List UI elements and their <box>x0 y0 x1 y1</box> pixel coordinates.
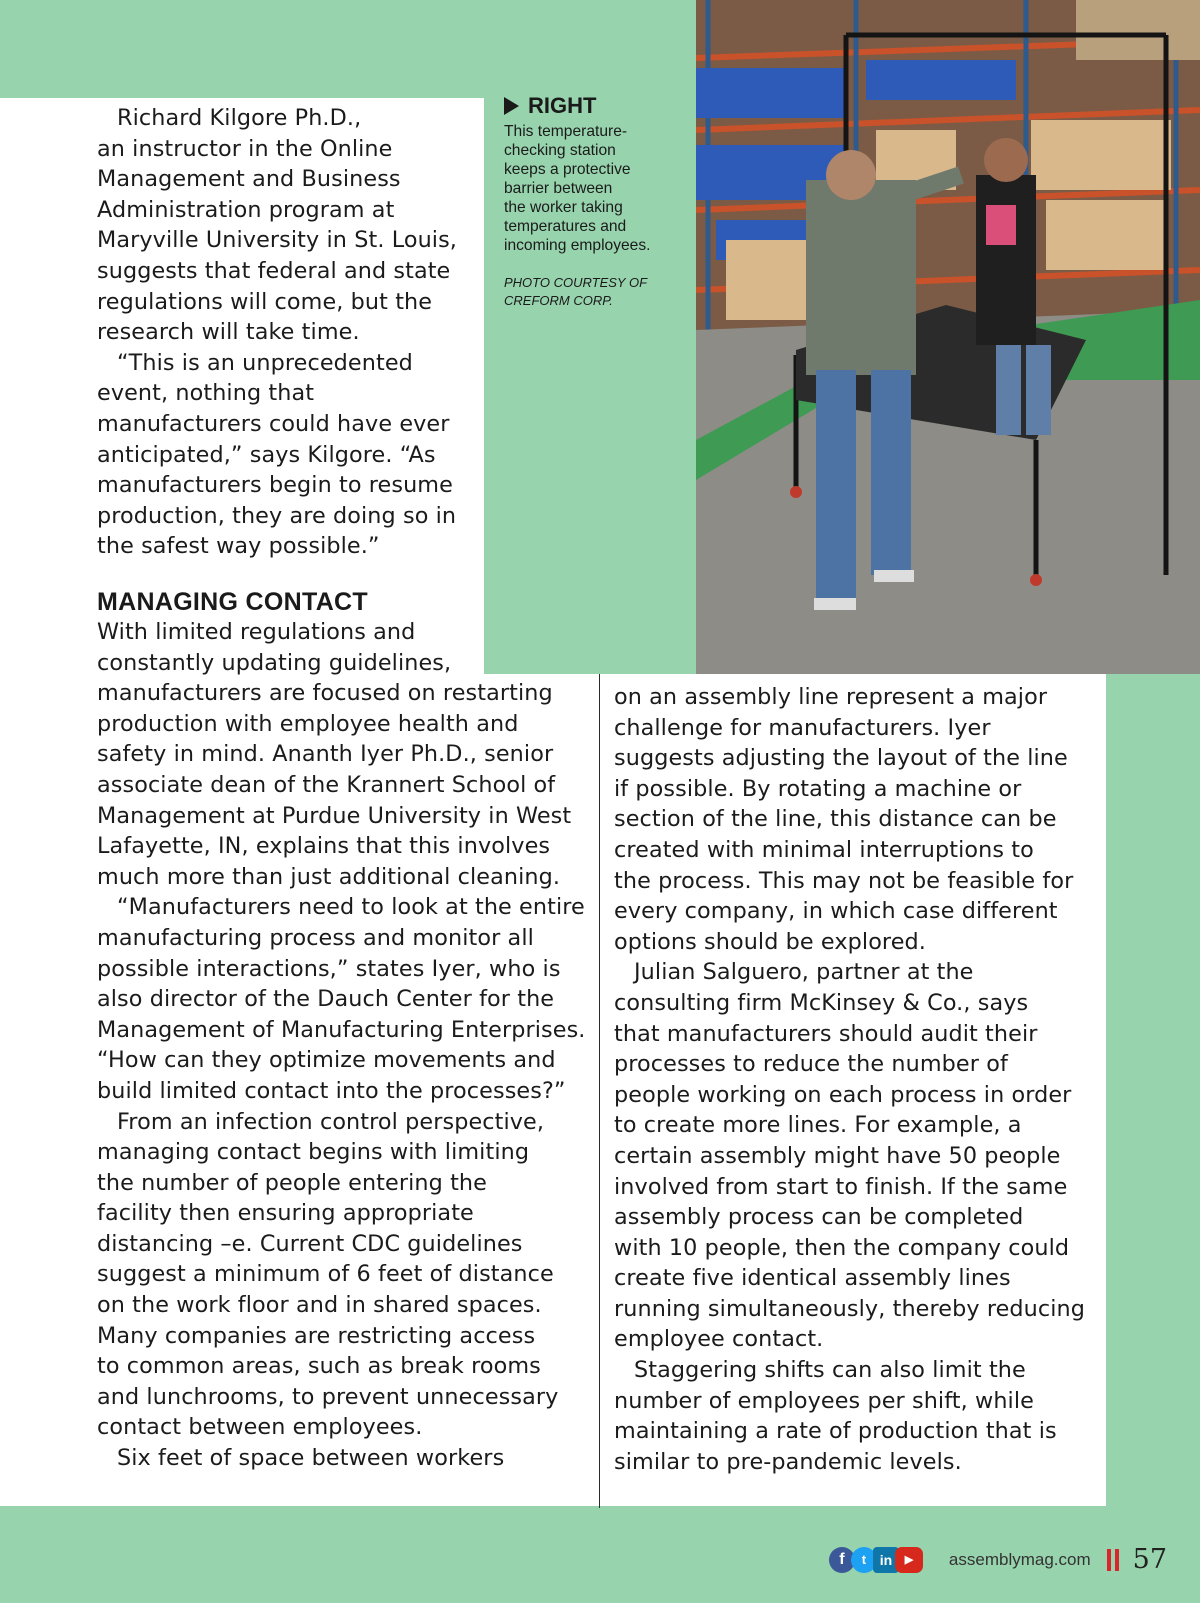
text-line: the safest way possible.” <box>97 533 380 560</box>
text-line: Six feet of space between workers <box>117 1445 505 1472</box>
text-line: on the work floor and in shared spaces. <box>97 1292 542 1319</box>
text-line: to create more lines. For example, a <box>614 1112 1022 1139</box>
text-line: PHOTO COURTESY OF <box>504 275 648 290</box>
text-line: possible interactions,” states Iyer, who is <box>97 955 561 982</box>
text-line: Management at Purdue University in West <box>97 802 572 829</box>
text-line: constantly updating guidelines, <box>97 649 452 676</box>
text-line: people working on each process in order <box>614 1081 1072 1108</box>
text-line: With limited regulations and <box>97 619 416 645</box>
paragraph-staggering <box>614 1355 1094 1477</box>
section-heading: MANAGING CONTACT <box>97 588 368 616</box>
text-line: the process. This may not be feasible for <box>614 867 1074 894</box>
text-line: CREFORM CORP. <box>504 293 613 308</box>
text-line: the worker taking <box>504 199 623 216</box>
text-line: running simultaneously, thereby reducing <box>614 1295 1086 1322</box>
text-line: checking station <box>504 142 616 159</box>
text-line: assembly process can be completed <box>614 1204 1024 1231</box>
text-line: manufacturers begin to resume <box>97 472 453 499</box>
text-line: Many companies are restricting access <box>97 1322 536 1349</box>
text-line: production, they are doing so in <box>97 502 457 529</box>
text-line: Richard Kilgore Ph.D., <box>117 105 362 131</box>
text-line: if possible. By rotating a machine or <box>614 775 1022 802</box>
text-line: barrier between <box>504 180 613 197</box>
text-line: manufacturers could have ever <box>97 410 450 437</box>
text-line: that manufacturers should audit their <box>614 1020 1038 1047</box>
temperature-station-photo <box>696 0 1200 674</box>
text-line: section of the line, this distance can be <box>614 806 1057 833</box>
caption-label: RIGHT <box>528 93 597 118</box>
paragraph-infection-control <box>97 1107 587 1444</box>
text-line: an instructor in the Online <box>97 135 393 162</box>
text-line: facility then ensuring appropriate <box>97 1200 474 1227</box>
column-a <box>97 103 467 562</box>
text-line: Maryville University in St. Louis, <box>97 227 457 254</box>
text-line: suggests that federal and state <box>97 257 451 284</box>
twitter-icon[interactable]: t <box>851 1547 877 1573</box>
page-footer <box>829 1544 1167 1575</box>
text-line: contact between employees. <box>97 1414 423 1441</box>
play-arrow-icon <box>504 97 519 115</box>
text-line: on an assembly line represent a major <box>614 684 1048 710</box>
text-line: suggests adjusting the layout of the line <box>614 745 1068 772</box>
paragraph-kilgore <box>97 103 467 348</box>
facebook-icon[interactable]: f <box>829 1547 855 1573</box>
text-line: with 10 people, then the company could <box>614 1234 1070 1261</box>
text-line: This temperature- <box>504 123 628 140</box>
text-line: Julian Salguero, partner at the <box>634 959 974 986</box>
text-line: regulations will come, but the <box>97 288 433 315</box>
text-line: “How can they optimize movements and <box>97 1047 556 1074</box>
text-line: production with employee health and <box>97 710 519 737</box>
text-line: anticipated,” says Kilgore. “As <box>97 441 436 468</box>
text-line: manufacturers are focused on restarting <box>97 680 553 707</box>
text-line: maintaining a rate of production that is <box>614 1418 1057 1445</box>
caption-text <box>504 122 679 255</box>
text-line: managing contact begins with limiting <box>97 1139 530 1166</box>
text-line: “This is an unprecedented <box>117 349 413 376</box>
paragraph-assembly-line <box>614 682 1094 957</box>
text-line: and lunchrooms, to prevent unnecessary <box>97 1383 559 1410</box>
text-line: challenge for manufacturers. Iyer <box>614 714 991 741</box>
text-line: Management of Manufacturing Enterprises. <box>97 1016 586 1043</box>
text-line: to common areas, such as break rooms <box>97 1353 541 1380</box>
text-line: suggest a minimum of 6 feet of distance <box>97 1261 554 1288</box>
text-line: manufacturing process and monitor all <box>97 924 534 951</box>
text-line: options should be explored. <box>614 928 926 955</box>
youtube-icon[interactable]: ▶ <box>895 1547 923 1573</box>
photo-credit <box>504 274 679 310</box>
text-line: consulting firm McKinsey & Co., says <box>614 989 1029 1016</box>
text-line: number of employees per shift, while <box>614 1387 1034 1414</box>
site-url[interactable]: assemblymag.com <box>948 1549 1091 1569</box>
text-line: processes to reduce the number of <box>614 1051 1008 1078</box>
text-line: build limited contact into the processes?” <box>97 1077 566 1104</box>
text-line: much more than just additional cleaning. <box>97 863 561 890</box>
paragraph-six-feet <box>97 1443 587 1474</box>
text-line: temperatures and <box>504 218 627 235</box>
text-line: create five identical assembly lines <box>614 1265 1011 1292</box>
text-line: Lafayette, IN, explains that this involves <box>97 833 551 860</box>
paragraph-kilgore-quote <box>97 348 467 562</box>
text-line: distancing –e. Current CDC guidelines <box>97 1230 523 1257</box>
text-line: keeps a protective <box>504 161 631 178</box>
text-line: employee contact. <box>614 1326 824 1353</box>
text-line: every company, in which case different <box>614 898 1058 925</box>
text-line: incoming employees. <box>504 237 651 254</box>
text-line: created with minimal interruptions to <box>614 836 1034 863</box>
paragraph-salguero <box>614 957 1094 1355</box>
column-b <box>97 587 587 1474</box>
text-line: From an infection control perspective, <box>117 1108 545 1135</box>
text-line: event, nothing that <box>97 380 315 407</box>
page-number: 57 <box>1132 1544 1167 1575</box>
footer-separator <box>1107 1549 1119 1571</box>
linkedin-icon[interactable]: in <box>873 1547 899 1573</box>
text-line: Management and Business <box>97 166 401 193</box>
text-line: certain assembly might have 50 people <box>614 1142 1061 1169</box>
text-line: involved from start to finish. If the same <box>614 1173 1068 1200</box>
text-line: Administration program at <box>97 196 395 223</box>
column-c <box>614 682 1094 1477</box>
text-line: research will take time. <box>97 319 360 346</box>
column-divider <box>599 674 600 1508</box>
text-line: similar to pre-pandemic levels. <box>614 1448 962 1475</box>
photo-caption <box>504 92 679 310</box>
text-line: safety in mind. Ananth Iyer Ph.D., senior <box>97 741 554 768</box>
text-line: associate dean of the Krannert School of <box>97 771 556 798</box>
text-line: the number of people entering the <box>97 1169 487 1196</box>
text-line: also director of the Dauch Center for the <box>97 986 555 1013</box>
paragraph-iyer-quote <box>97 892 587 1106</box>
text-line: “Manufacturers need to look at the entire <box>117 894 585 921</box>
paragraph-limited-regulations <box>97 617 587 892</box>
text-line: Staggering shifts can also limit the <box>634 1357 1026 1384</box>
caption-heading <box>504 92 679 120</box>
